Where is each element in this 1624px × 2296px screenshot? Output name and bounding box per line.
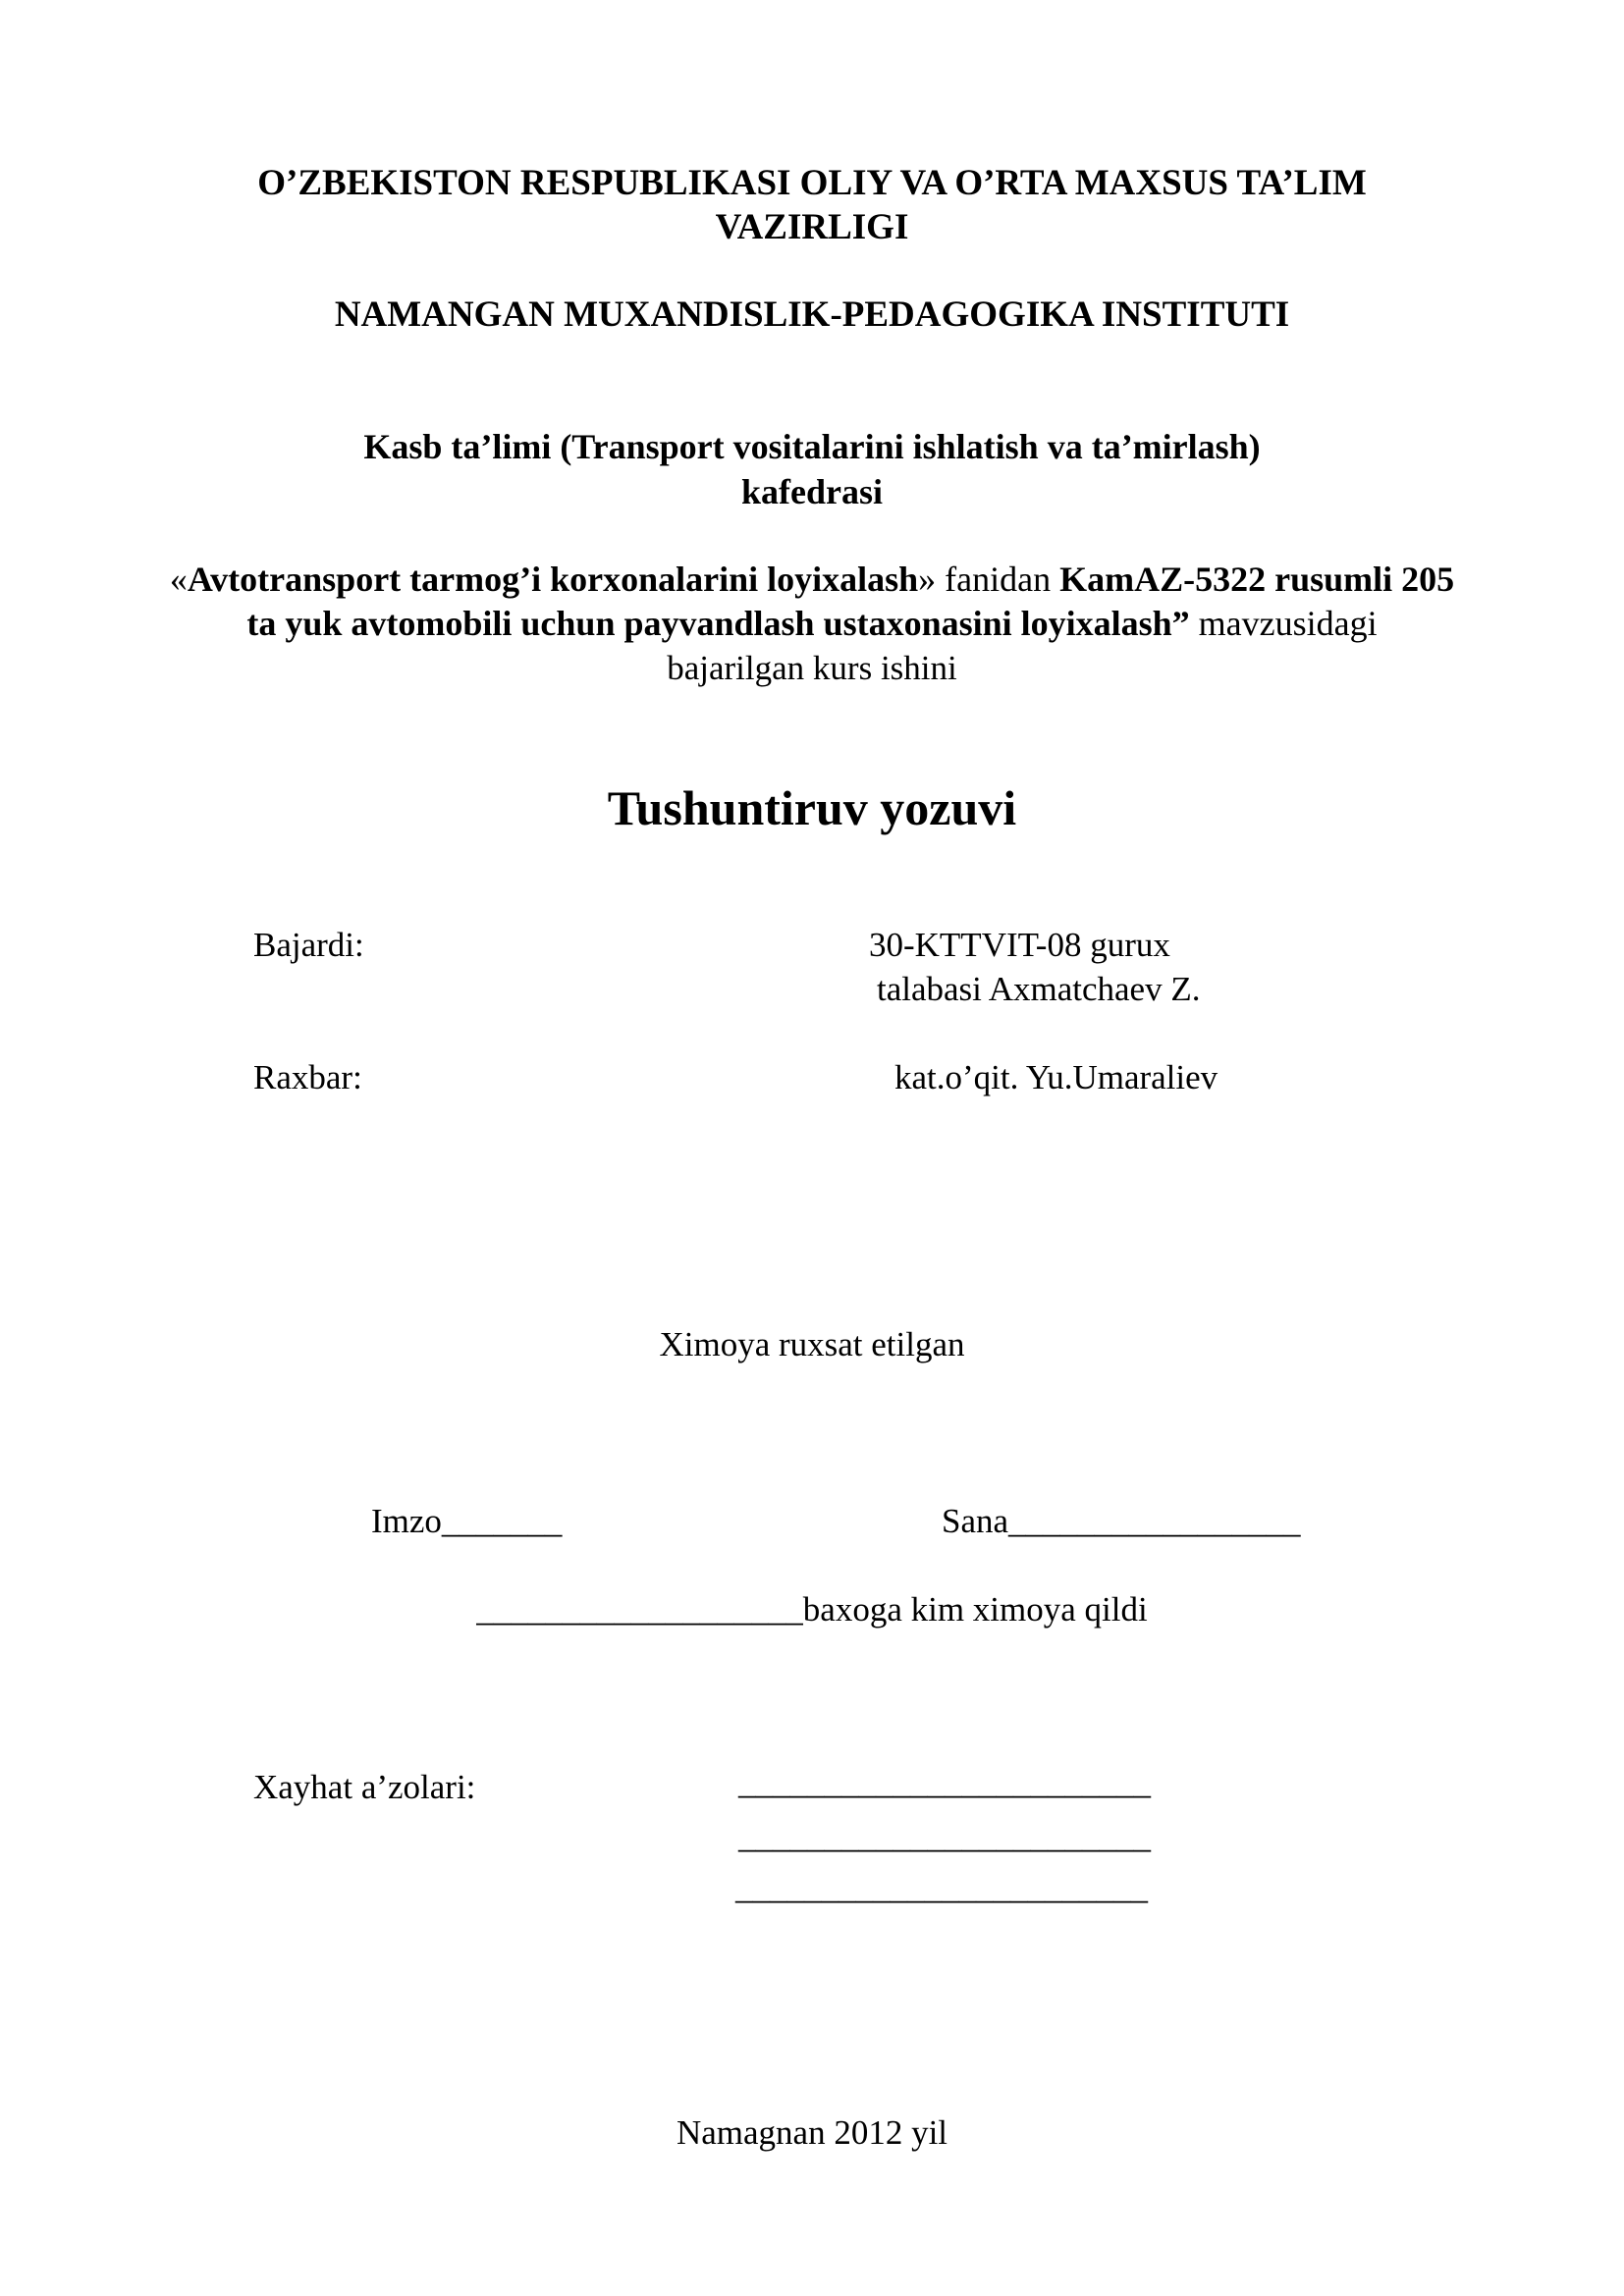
committee-blank-2: ________________________: [738, 1817, 1151, 1855]
performer-group: 30-KTTVIT-08 gurux: [869, 926, 1170, 964]
department-line2: kafedrasi: [741, 472, 883, 511]
date-field: Sana_________________: [942, 1502, 1301, 1540]
committee-blank-1: ________________________: [738, 1763, 1151, 1801]
committee-blank-3: ________________________: [735, 1868, 1148, 1906]
course-name: Avtotransport tarmog’i korxonalarini loyixalash: [187, 560, 919, 599]
institute-name: NAMANGAN MUXANDISLIK-PEDAGOGIKA INSTITUTI: [334, 294, 1290, 335]
performer-student: talabasi Axmatchaev Z.: [877, 970, 1201, 1008]
subject-line1: [0, 561, 1624, 597]
subject-line2: [0, 606, 1624, 641]
open-quote: «: [169, 560, 188, 599]
fanidan-text: fanidan: [936, 560, 1060, 599]
mavzusidagi-text: mavzusidagi: [1189, 604, 1378, 643]
department-line1: Kasb ta’limi (Transport vositalarini ishlatish va ta’mirlash): [363, 427, 1261, 466]
performer-label: Bajardi:: [253, 926, 364, 964]
signature-field: Imzo_______: [371, 1502, 563, 1540]
supervisor-label: Raxbar:: [253, 1058, 362, 1096]
place-year: Namagnan 2012 yil: [676, 2113, 948, 2152]
document-title: Tushuntiruv yozuvi: [607, 780, 1017, 835]
topic-part1: KamAZ-5322 rusumli 205: [1059, 560, 1455, 599]
grade-line: ___________________baxoga kim ximoya qildi: [476, 1590, 1148, 1629]
ministry-title-line2: VAZIRLIGI: [715, 207, 909, 247]
ministry-title-line1: O’ZBEKISTON RESPUBLIKASI OLIY VA O’RTA MAXSUS TA’LIM: [257, 163, 1367, 203]
supervisor-name: kat.o’qit. Yu.Umaraliev: [894, 1058, 1218, 1096]
committee-label: Xayhat a’zolari:: [253, 1768, 476, 1806]
topic-part2: ta yuk avtomobili uchun payvandlash ustaxonasini loyixalash”: [246, 604, 1190, 643]
subject-line3: bajarilgan kurs ishini: [667, 649, 957, 687]
defense-permitted: Ximoya ruxsat etilgan: [659, 1325, 965, 1363]
close-quote: »: [918, 560, 937, 599]
